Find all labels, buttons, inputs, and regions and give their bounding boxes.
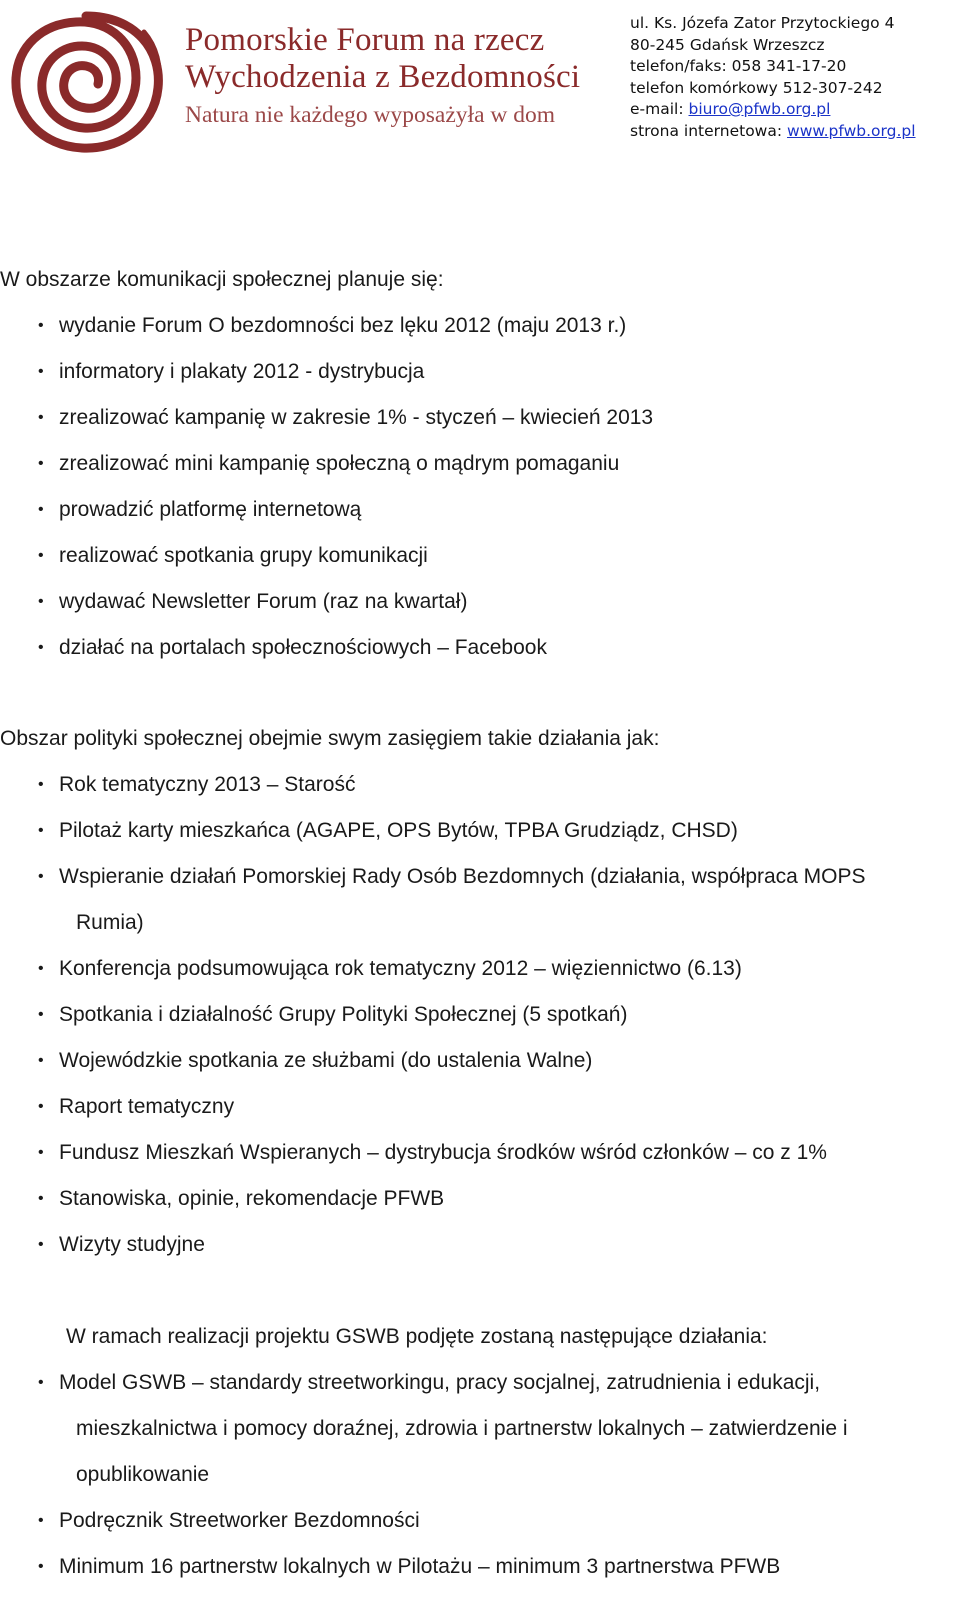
list-item bbox=[0, 1498, 960, 1544]
list-item-text: działać na portalach społecznościowych – Facebook bbox=[59, 636, 547, 659]
bullet-icon: • bbox=[38, 593, 44, 610]
list-item-text: Model GSWB – standardy streetworkingu, pracy socjalnej, zatrudnienia i edukacji, bbox=[59, 1371, 821, 1394]
list-item-text: Minimum 16 partnerstw lokalnych w Pilotażu – minimum 3 partnerstwa PFWB bbox=[59, 1555, 781, 1578]
list-item-text: Fundusz Mieszkań Wspieranych – dystrybucja środków wśród członków – co z 1% bbox=[59, 1141, 827, 1164]
email-row bbox=[630, 99, 916, 121]
bullet-icon: • bbox=[38, 1236, 44, 1253]
section-spacer bbox=[0, 1268, 960, 1314]
spiral-shell-logo-icon bbox=[6, 6, 166, 154]
list-item bbox=[0, 762, 960, 808]
org-name bbox=[185, 22, 580, 96]
list-item bbox=[0, 487, 960, 533]
bullet-icon: • bbox=[38, 409, 44, 426]
org-tagline: Natura nie każdego wyposażyła w dom bbox=[185, 102, 555, 128]
list-item bbox=[0, 946, 960, 992]
bullet-icon: • bbox=[38, 547, 44, 564]
section-communication-title: W obszarze komunikacji społecznej planuje się: bbox=[0, 268, 444, 291]
website-row bbox=[630, 121, 916, 143]
list-item bbox=[0, 992, 960, 1038]
list-item-text: Konferencja podsumowująca rok tematyczny 2012 – więziennictwo (6.13) bbox=[59, 957, 742, 980]
bullet-icon: • bbox=[38, 1006, 44, 1023]
list-item bbox=[0, 533, 960, 579]
list-item bbox=[0, 1130, 960, 1176]
bullet-icon: • bbox=[38, 1098, 44, 1115]
bullet-icon: • bbox=[38, 363, 44, 380]
letterhead bbox=[0, 0, 960, 160]
website-label: strona internetowa: bbox=[630, 121, 788, 140]
list-item bbox=[0, 441, 960, 487]
org-name-line-2: Wychodzenia z Bezdomności bbox=[185, 59, 581, 95]
email-label: e-mail: bbox=[630, 100, 689, 118]
list-item bbox=[0, 1222, 960, 1268]
list-item bbox=[0, 349, 960, 395]
contact-info bbox=[630, 13, 916, 142]
document-body bbox=[0, 257, 960, 1590]
bullet-icon: • bbox=[38, 455, 44, 472]
list-item bbox=[0, 625, 960, 671]
section-spacer bbox=[0, 671, 960, 716]
list-item-text-continued: mieszkalnictwa i pomocy doraźnej, zdrowia i partnerstw lokalnych – zatwierdzenie i bbox=[76, 1417, 848, 1440]
email-link[interactable]: biuro@pfwb.org.pl bbox=[688, 100, 831, 118]
list-item bbox=[0, 1084, 960, 1130]
list-item bbox=[0, 1176, 960, 1222]
list-item bbox=[0, 854, 960, 946]
bullet-icon: • bbox=[38, 1052, 44, 1069]
list-item-text: realizować spotkania grupy komunikacji bbox=[59, 544, 428, 567]
list-item-text: zrealizować kampanię w zakresie 1% - styczeń – kwiecień 2013 bbox=[59, 406, 654, 429]
list-item-text: Stanowiska, opinie, rekomendacje PFWB bbox=[59, 1187, 445, 1210]
address-line-2: 80-245 Gdańsk Wrzeszcz bbox=[630, 35, 825, 54]
list-item-text: Wspieranie działań Pomorskiej Rady Osób Bezdomnych (działania, współpraca MOPS bbox=[59, 865, 866, 888]
section-gswb-title: W ramach realizacji projektu GSWB podjęte zostaną następujące działania: bbox=[66, 1325, 768, 1348]
bullet-icon: • bbox=[38, 1144, 44, 1161]
list-item-text: Podręcznik Streetworker Bezdomności bbox=[59, 1509, 420, 1532]
bullet-icon: • bbox=[38, 822, 44, 839]
bullet-icon: • bbox=[38, 1190, 44, 1207]
communication-list bbox=[0, 303, 960, 671]
list-item-text: Spotkania i działalność Grupy Polityki Społecznej (5 spotkań) bbox=[59, 1003, 628, 1026]
list-item-text: prowadzić platformę internetową bbox=[59, 498, 362, 521]
mobile-phone: telefon komórkowy 512-307-242 bbox=[630, 78, 883, 97]
gswb-list bbox=[0, 1360, 960, 1590]
section-social-policy-title: Obszar polityki społecznej obejmie swym zasięgiem takie działania jak: bbox=[0, 727, 660, 750]
bullet-icon: • bbox=[38, 317, 44, 334]
bullet-icon: • bbox=[38, 1558, 44, 1575]
list-item-text: Rok tematyczny 2013 – Starość bbox=[59, 773, 356, 796]
list-item-text: zrealizować mini kampanię społeczną o mądrym pomaganiu bbox=[59, 452, 620, 475]
list-item-text-continued: Rumia) bbox=[76, 911, 144, 934]
bullet-icon: • bbox=[38, 776, 44, 793]
list-item-text: Pilotaż karty mieszkańca (AGAPE, OPS Bytów, TPBA Grudziądz, CHSD) bbox=[59, 819, 738, 842]
bullet-icon: • bbox=[38, 639, 44, 656]
list-item-text-continued: opublikowanie bbox=[76, 1463, 210, 1486]
list-item-text: informatory i plakaty 2012 - dystrybucja bbox=[59, 360, 425, 383]
bullet-icon: • bbox=[38, 501, 44, 518]
list-item bbox=[0, 395, 960, 441]
list-item-text: wydanie Forum O bezdomności bez lęku 2012 (maju 2013 r.) bbox=[59, 314, 627, 337]
org-name-line-1: Pomorskie Forum na rzecz bbox=[185, 22, 545, 58]
list-item-text: Wojewódzkie spotkania ze służbami (do ustalenia Walne) bbox=[59, 1049, 593, 1072]
bullet-icon: • bbox=[38, 1374, 44, 1391]
list-item bbox=[0, 1360, 960, 1498]
list-item-text: Raport tematyczny bbox=[59, 1095, 235, 1118]
list-item-text: Wizyty studyjne bbox=[59, 1233, 205, 1256]
bullet-icon: • bbox=[38, 1512, 44, 1529]
list-item bbox=[0, 1038, 960, 1084]
website-link[interactable]: www.pfwb.org.pl bbox=[787, 121, 916, 140]
bullet-icon: • bbox=[38, 960, 44, 977]
list-item-text: wydawać Newsletter Forum (raz na kwartał) bbox=[59, 590, 468, 613]
social-policy-list bbox=[0, 762, 960, 1268]
list-item bbox=[0, 808, 960, 854]
list-item bbox=[0, 303, 960, 349]
bullet-icon: • bbox=[38, 868, 44, 885]
list-item bbox=[0, 579, 960, 625]
list-item bbox=[0, 1544, 960, 1590]
phone-fax: telefon/faks: 058 341-17-20 bbox=[630, 57, 847, 75]
address-line-1: ul. Ks. Józefa Zator Przytockiego 4 bbox=[630, 14, 895, 32]
